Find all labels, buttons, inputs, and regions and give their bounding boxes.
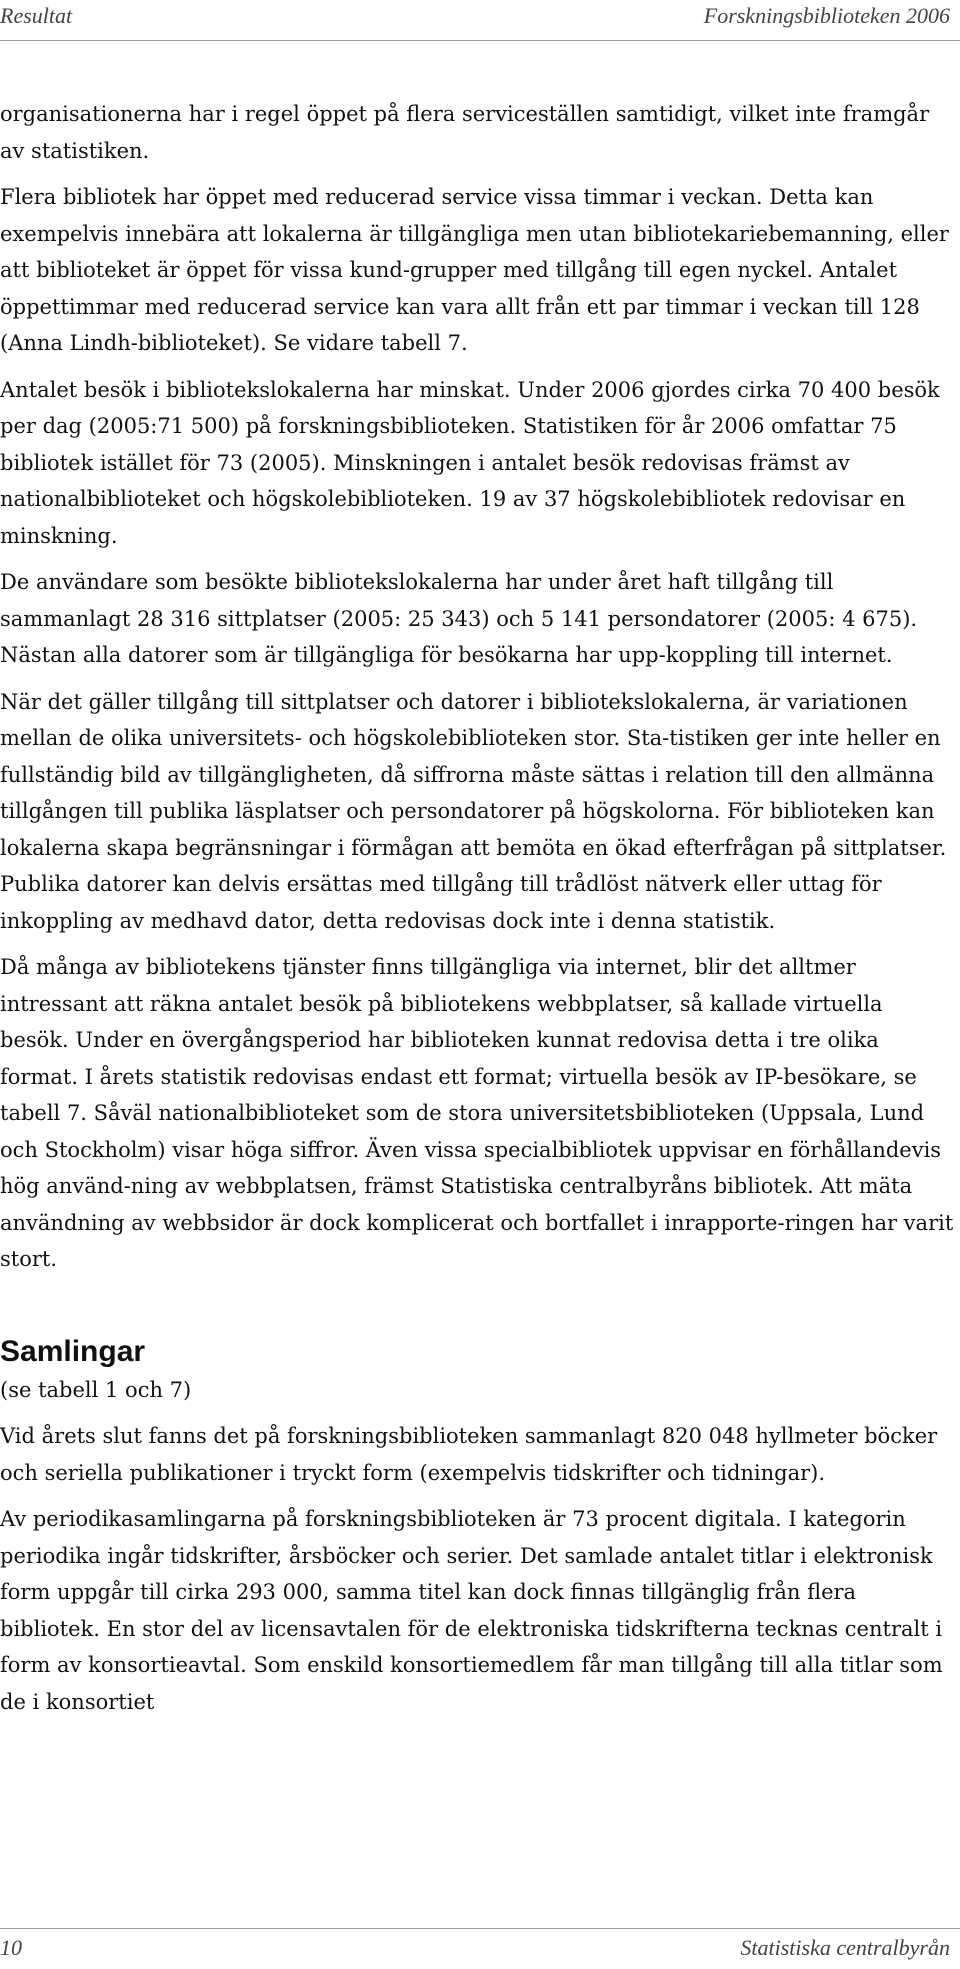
body-paragraph: Antalet besök i bibliotekslokalerna har minskat. Under 2006 gjordes cirka 70 400 besök per dag (2005:71 500) på forskningsbiblioteken. Statistiken för år 2006 omfattar 75 bibliotek istället för 73 (2005). Minskningen i antalet besök redovisas främst av nationalbiblioteket och högskolebiblioteken. 19 av 37 högskolebibliotek redovisar en minskning.	[0, 377, 940, 548]
body-paragraph: Flera bibliotek har öppet med reducerad service vissa timmar i veckan. Detta kan exempelvis innebära att lokalerna är tillgängliga men utan bibliotekariebemanning, eller att biblioteket är öppet för vissa kund-grupper med tillgång till egen nyckel. Antalet öppettimmar med reducerad service kan vara allt från ett par timmar i veckan till 128 (Anna Lindh-biblioteket). Se vidare tabell 7.	[0, 185, 949, 355]
section-subtitle: (se tabell 1 och 7)	[0, 1377, 192, 1402]
body-paragraph: De användare som besökte bibliotekslokalerna har under året haft tillgång till sammanlagt 28 316 sittplatser (2005: 25 343) och 5 141 persondatorer (2005: 4 675). Nästan alla datorer som är tillgängliga för besökarna har upp-koppling till internet.	[0, 570, 918, 667]
header-section-title: Resultat	[0, 3, 73, 28]
page-body	[0, 96, 955, 1730]
body-paragraph: När det gäller tillgång till sittplatser och datorer i bibliotekslokalerna, är variationen mellan de olika universitets- och högskolebiblioteken stor. Sta-tistiken ger inte heller en fullständig bild av tillgängligheten, då siffrorna måste sättas i relation till den allmänna tillgången till publika läsplatser och persondatorer på högskolorna. För biblioteken kan lokalerna skapa begränsningar i förmågan att bemöta en ökad efterfrågan på sittplatser. Publika datorer kan delvis ersättas med tillgång till trådlöst nätverk eller uttag för inkoppling av medhavd dator, detta redovisas dock inte i denna statistik.	[0, 689, 947, 933]
footer-publisher: Statistiska centralbyrån	[740, 1935, 950, 1960]
running-header	[0, 0, 960, 41]
section-paragraph: Av periodikasamlingarna på forskningsbiblioteken är 73 procent digitala. I kategorin periodika ingår tidskrifter, årsböcker och serier. Det samlade antalet titlar i elektronisk form uppgår till cirka 293 000, samma titel kan dock finnas tillgänglig från flera bibliotek. En stor del av licensavtalen för de elektroniska tidskrifterna tecknas centralt i form av konsortieavtal. Som enskild konsortiemedlem får man tillgång till alla titlar som de i konsortiet	[0, 1507, 943, 1714]
body-paragraph: Då många av bibliotekens tjänster finns tillgängliga via internet, blir det alltmer intressant att räkna antalet besök på bibliotekens webbplatser, så kallade virtuella besök. Under en övergångsperiod har biblioteken kunnat redovisa detta i tre olika format. I årets statistik redovisas endast ett format; virtuella besök av IP-besökare, se tabell 7. Såväl nationalbiblioteket som de stora universitetsbiblioteken (Uppsala, Lund och Stockholm) visar höga siffror. Även vissa specialbibliotek uppvisar en förhållandevis hög använd-ning av webbplatsen, främst Statistiska centralbyråns bibliotek. Att mäta användning av webbsidor är dock komplicerat och bortfallet i inrapporte-ringen har varit stort.	[0, 955, 954, 1271]
running-footer	[0, 1928, 960, 1969]
section-paragraph: Vid årets slut fanns det på forskningsbiblioteken sammanlagt 820 048 hyllmeter böcker och seriella publikationer i tryckt form (exempelvis tidskrifter och tidningar).	[0, 1424, 938, 1485]
section-heading: Samlingar	[0, 1334, 146, 1368]
page-number: 10	[0, 1935, 22, 1960]
body-paragraph: organisationerna har i regel öppet på flera serviceställen samtidigt, vilket inte framgår av statistiken.	[0, 102, 930, 163]
header-publication-title: Forskningsbiblioteken 2006	[703, 3, 950, 28]
